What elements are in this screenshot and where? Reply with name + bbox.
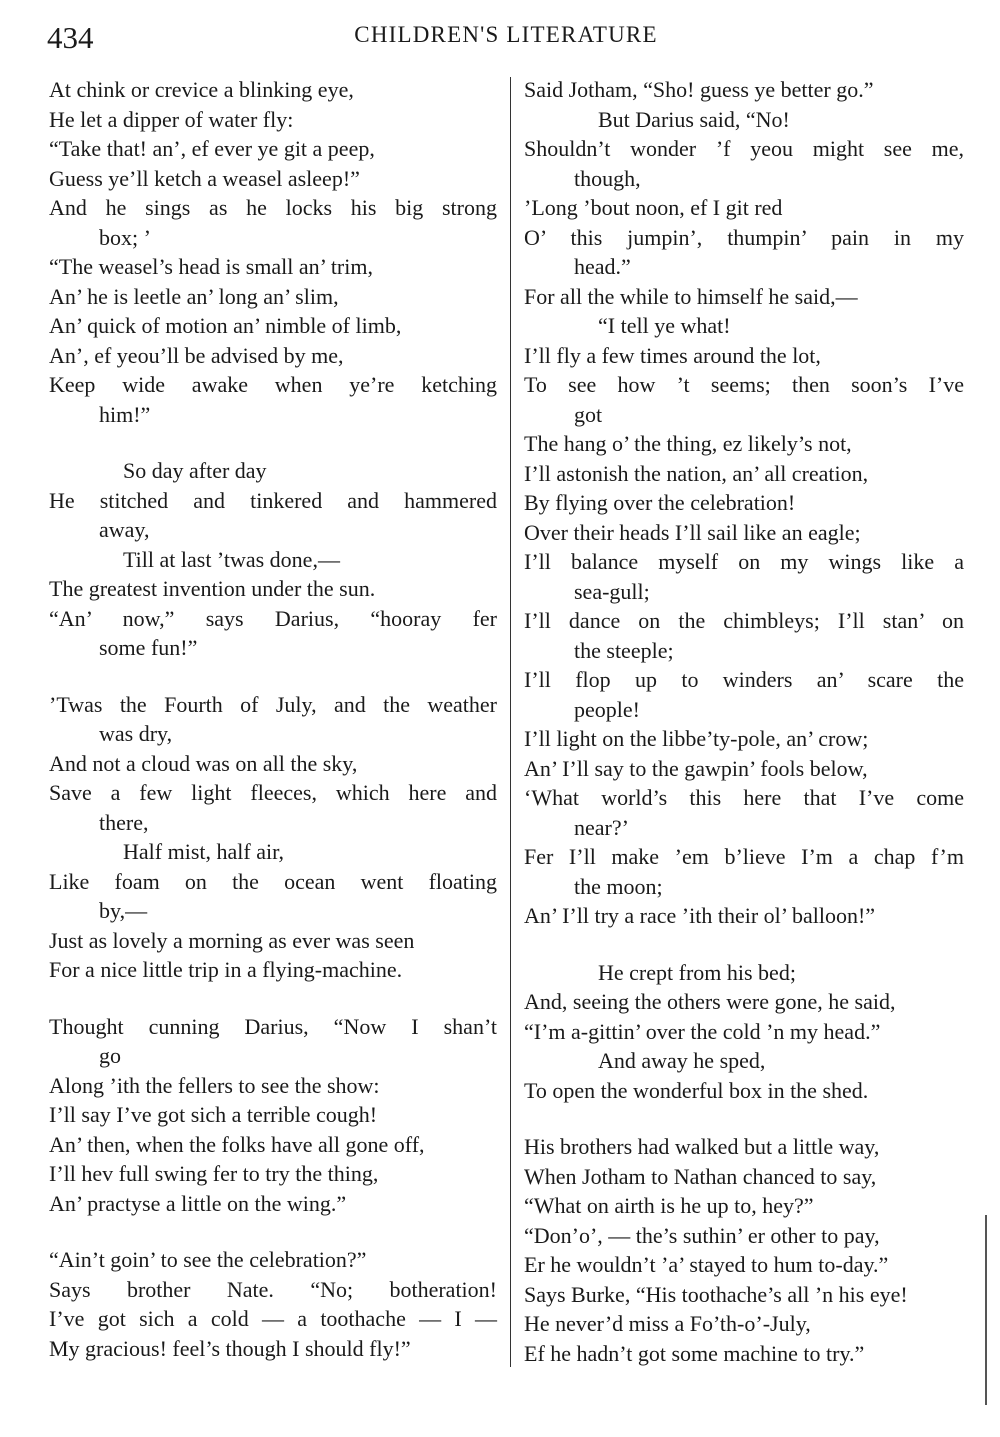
- verse-line: “The weasel’s head is small an’ trim,: [49, 254, 373, 279]
- verse-line: ‘What world’s this here that I’ve come: [524, 785, 964, 810]
- verse-line: And not a cloud was on all the sky,: [49, 750, 358, 776]
- verse-line: By flying over the celebration!: [524, 490, 796, 515]
- verse-line: At chink or crevice a blinking eye,: [49, 77, 354, 102]
- verse-line: Shouldn’t wonder ’f yeou might see me,: [524, 136, 964, 161]
- verse-line: Says Burke, “His toothache’s all ’n his eye!: [524, 1281, 908, 1307]
- verse-line: “What on airth is he up to, hey?”: [524, 1193, 814, 1218]
- stanza-break: [524, 931, 964, 958]
- verse-line: I’ll say I’ve got sich a terrible cough!: [49, 1102, 378, 1127]
- verse-line: An’ quick of motion an’ nimble of limb,: [49, 313, 402, 338]
- verse-line: And away he sped,: [598, 1048, 766, 1073]
- verse-line: away,: [99, 517, 150, 542]
- verse-line: Half mist, half air,: [123, 839, 285, 864]
- verse-line: O’ this jumpin’, thumpin’ pain in my: [524, 224, 964, 250]
- verse-line: near?’: [574, 814, 629, 840]
- verse-line: For a nice little trip in a flying-machine.: [49, 957, 403, 982]
- verse-line: And he sings as he locks his big strong: [49, 195, 497, 220]
- verse-line: I’ll astonish the nation, an’ all creation,: [524, 460, 869, 486]
- verse-line: “Ain’t goin’ to see the celebration?”: [49, 1247, 367, 1272]
- stanza-break: [524, 1105, 964, 1132]
- verse-line: Fer I’ll make ’em b’lieve I’m a chap f’m: [524, 844, 964, 869]
- verse-line: there,: [99, 809, 149, 835]
- verse-line: He stitched and tinkered and hammered: [49, 487, 497, 513]
- verse-line: by,—: [99, 898, 148, 923]
- verse-line: “Take that! an’, ef ever ye git a peep,: [49, 136, 375, 161]
- column-divider: [510, 77, 511, 1367]
- verse-line: The greatest invention under the sun.: [49, 576, 376, 601]
- verse-line: I’ll fly a few times around the lot,: [524, 342, 821, 368]
- verse-line: An’ I’ll try a race ’ith their ol’ balloon!”: [524, 903, 876, 928]
- verse-line: Along ’ith the fellers to see the show:: [49, 1072, 380, 1098]
- verse-line: He let a dipper of water fly:: [49, 106, 294, 132]
- verse-line: His brothers had walked but a little way,: [524, 1134, 880, 1159]
- verse-line: the moon;: [574, 873, 663, 899]
- verse-line: head.”: [574, 254, 631, 279]
- verse-line: So day after day: [123, 458, 267, 483]
- verse-line: Till at last ’twas done,—: [123, 546, 340, 572]
- verse-line: “I tell ye what!: [598, 313, 731, 338]
- verse-line: box; ’: [99, 224, 151, 250]
- verse-line: Ef he hadn’t got some machine to try.”: [524, 1340, 865, 1366]
- verse-line: Like foam on the ocean went floating: [49, 868, 497, 894]
- verse-line: An’ I’ll say to the gawpin’ fools below,: [524, 755, 868, 781]
- right-column: [524, 75, 964, 1368]
- verse-line: But Darius said, “No!: [598, 106, 790, 132]
- verse-line: The hang o’ the thing, ez likely’s not,: [524, 431, 852, 456]
- verse-line: He never’d miss a Fo’th-o’-July,: [524, 1311, 811, 1336]
- verse-line: I’ll hev full swing fer to try the thing,: [49, 1161, 379, 1186]
- verse-line: To see how ’t seems; then soon’s I’ve: [524, 372, 964, 397]
- verse-line: “Don’o’, — the’s suthin’ er other to pay,: [524, 1222, 880, 1248]
- verse-line: him!”: [99, 401, 151, 427]
- verse-line: I’ll flop up to winders an’ scare the: [524, 667, 964, 692]
- verse-line: To open the wonderful box in the shed.: [524, 1077, 869, 1103]
- verse-line: An’ practyse a little on the wing.”: [49, 1190, 347, 1216]
- verse-line: go: [99, 1043, 121, 1068]
- margin-rule: [985, 1215, 987, 1405]
- verse-line: I’ll dance on the chimbleys; I’ll stan’ on: [524, 608, 964, 633]
- verse-line: When Jotham to Nathan chanced to say,: [524, 1163, 877, 1189]
- verse-line: the steeple;: [574, 637, 674, 663]
- verse-line: Just as lovely a morning as ever was seen: [49, 927, 415, 953]
- verse-line: some fun!”: [99, 635, 198, 660]
- verse-line: Er he wouldn’t ’a’ stayed to hum to-day.”: [524, 1252, 889, 1277]
- verse-line: An’ he is leetle an’ long an’ slim,: [49, 283, 339, 309]
- verse-line: Thought cunning Darius, “Now I shan’t: [49, 1013, 497, 1039]
- verse-line: I’ll light on the libbe’ty-pole, an’ crow;: [524, 726, 869, 751]
- verse-line: Over their heads I’ll sail like an eagle;: [524, 519, 861, 545]
- verse-line: though,: [574, 165, 641, 191]
- verse-line: An’ then, when the folks have all gone off,: [49, 1131, 425, 1157]
- verse-line: I’ve got sich a cold — a toothache — I —: [49, 1306, 497, 1331]
- stanza-break: [49, 985, 497, 1012]
- stanza-break: [49, 663, 497, 690]
- verse-line: was dry,: [99, 721, 173, 746]
- verse-line: sea-gull;: [574, 578, 650, 604]
- verse-line: Guess ye’ll ketch a weasel asleep!”: [49, 165, 360, 191]
- verse-line: For all the while to himself he said,—: [524, 283, 858, 309]
- verse-line: ’Long ’bout noon, ef I git red: [524, 195, 783, 220]
- verse-line: He crept from his bed;: [598, 959, 796, 985]
- verse-line: ’Twas the Fourth of July, and the weather: [49, 691, 497, 717]
- verse-line: An’, ef yeou’ll be advised by me,: [49, 342, 344, 368]
- verse-line: “I’m a-gittin’ over the cold ’n my head.”: [524, 1018, 881, 1044]
- stanza-break: [49, 429, 497, 456]
- verse-line: My gracious! feel’s though I should fly!”: [49, 1335, 411, 1361]
- left-column: [49, 75, 497, 1363]
- verse-line: Says brother Nate. “No; botheration!: [49, 1276, 497, 1302]
- verse-line: Said Jotham, “Sho! guess ye better go.”: [524, 77, 874, 102]
- stanza-break: [49, 1218, 497, 1245]
- verse-line: Keep wide awake when ye’re ketching: [49, 372, 497, 397]
- verse-line: I’ll balance myself on my wings like a: [524, 549, 964, 574]
- running-head: CHILDREN'S LITERATURE: [354, 22, 658, 47]
- page-number: 434: [47, 20, 94, 55]
- verse-line: people!: [574, 696, 640, 722]
- verse-line: got: [574, 401, 603, 427]
- verse-line: And, seeing the others were gone, he said,: [524, 989, 896, 1014]
- verse-line: “An’ now,” says Darius, “hooray fer: [49, 605, 497, 631]
- verse-line: Save a few light fleeces, which here and: [49, 780, 497, 805]
